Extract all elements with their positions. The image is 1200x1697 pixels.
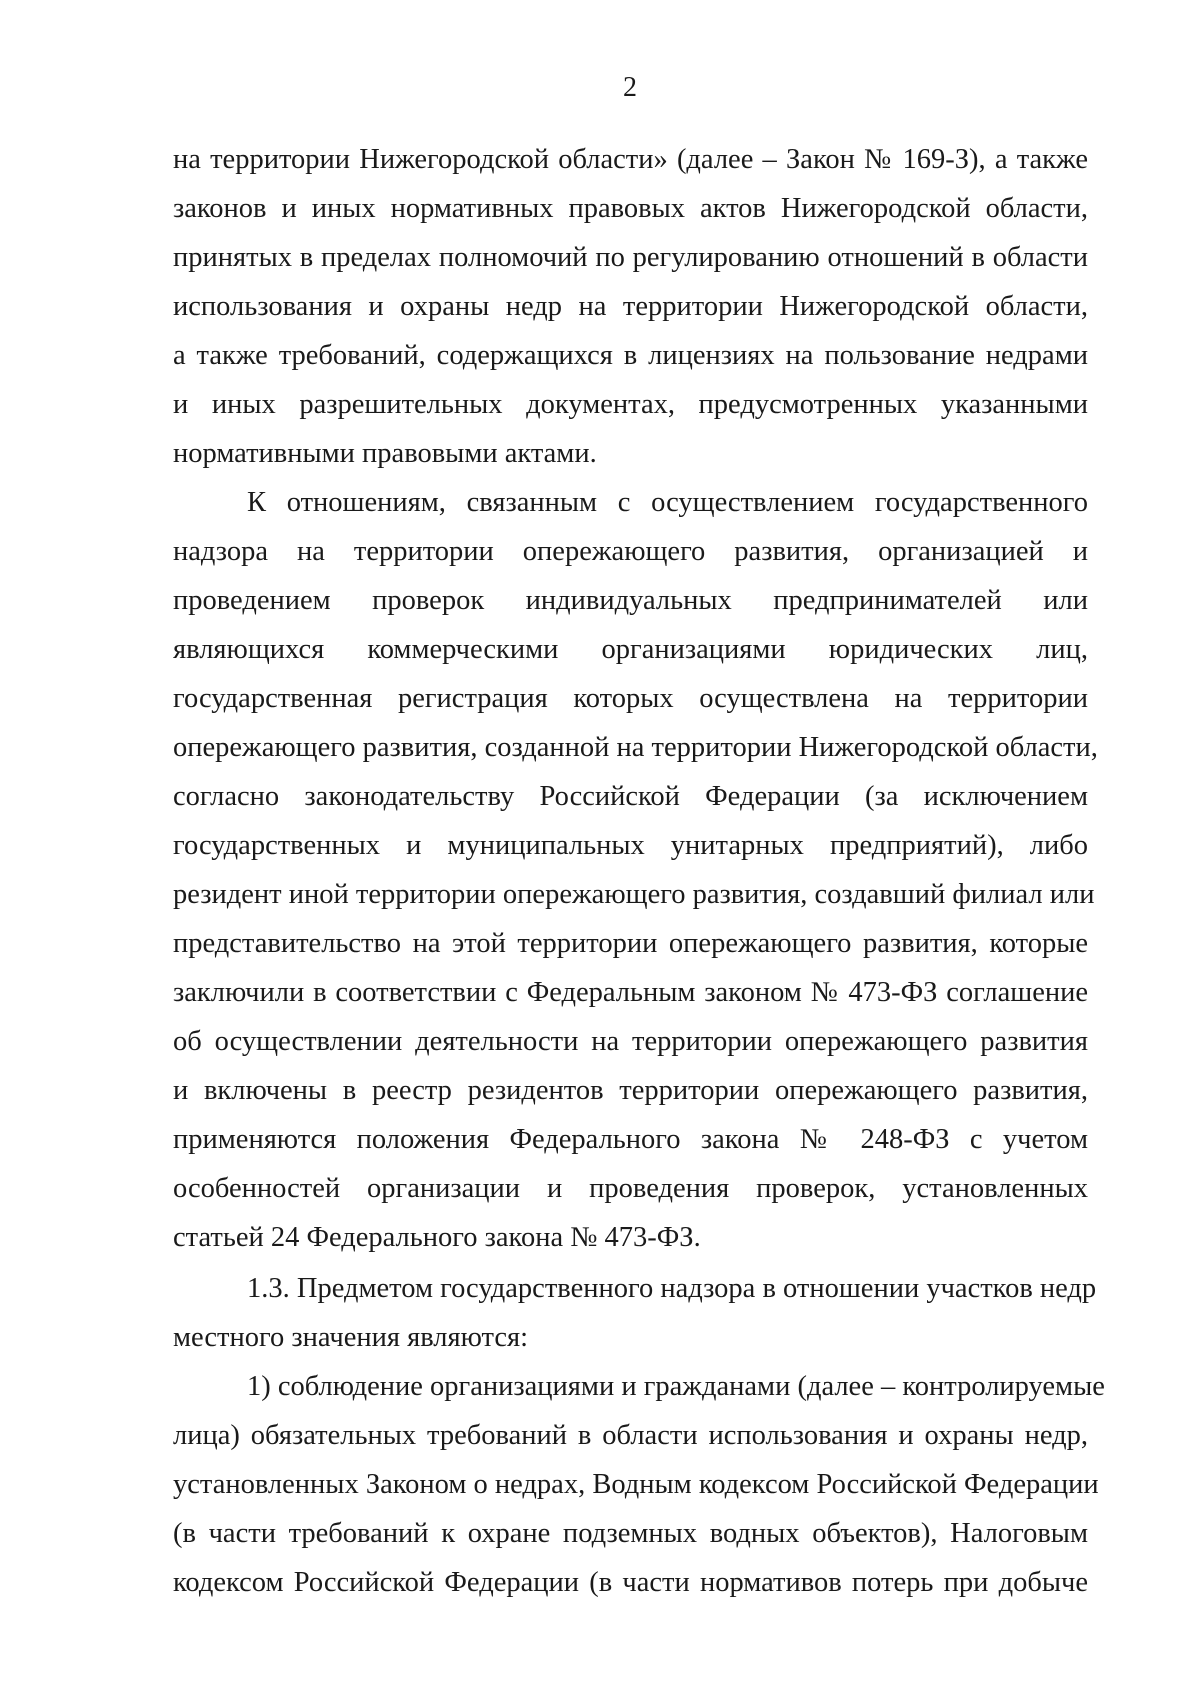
text-line: на территории Нижегородской области» (далее – Закон № 169-З), а также [173,144,1088,175]
text-line: об осуществлении деятельности на территории опережающего развития [173,1026,1088,1057]
text-line: представительство на этой территории опережающего развития, которые [173,928,1088,959]
text-line: государственная регистрация которых осуществлена на территории [173,683,1088,714]
text-line: и иных разрешительных документах, предусмотренных указанными [173,389,1088,420]
text-line: 1.3. Предметом государственного надзора в отношении участков недр [247,1273,1097,1304]
text-line: являющихся коммерческими организациями юридических лиц, [173,634,1088,665]
text-line: особенностей организации и проведения проверок, установленных [173,1173,1088,1204]
text-line: и включены в реестр резидентов территории опережающего развития, [173,1075,1088,1106]
text-line: принятых в пределах полномочий по регулированию отношений в области [173,242,1088,273]
text-line: 1) соблюдение организациями и гражданами (далее – контролируемые [247,1371,1105,1402]
page-number: 2 [623,72,637,103]
paragraph-1-3 [173,1264,1097,1362]
text-line: государственных и муниципальных унитарных предприятий), либо [173,830,1088,861]
text-line: а также требований, содержащихся в лицензиях на пользование недрами [173,340,1088,371]
text-line: надзора на территории опережающего развития, организацией и [173,536,1088,567]
paragraph-tor-relations [173,478,1098,1262]
paragraph-continuation [173,135,1088,478]
text-line: резидент иной территории опережающего развития, создавший филиал или [173,879,1095,910]
text-line: опережающего развития, созданной на территории Нижегородской области, [173,732,1098,763]
text-line: согласно законодательству Российской Федерации (за исключением [173,781,1088,812]
text-line: проведением проверок индивидуальных предпринимателей или [173,585,1088,616]
text-line: (в части требований к охране подземных водных объектов), Налоговым [173,1518,1088,1549]
text-line: статьей 24 Федерального закона № 473-ФЗ. [173,1222,701,1253]
text-line: К отношениям, связанным с осуществлением государственного [247,487,1088,518]
text-line: использования и охраны недр на территории Нижегородской области, [173,291,1088,322]
text-line: местного значения являются: [173,1322,529,1353]
text-line: установленных Законом о недрах, Водным кодексом Российской Федерации [173,1469,1099,1500]
text-line: заключили в соответствии с Федеральным законом № 473-ФЗ соглашение [173,977,1088,1008]
text-line: нормативными правовыми актами. [173,438,597,469]
text-line: законов и иных нормативных правовых актов Нижегородской области, [173,193,1088,224]
text-line: кодексом Российской Федерации (в части нормативов потерь при добыче [173,1567,1088,1598]
text-line: лица) обязательных требований в области использования и охраны недр, [173,1420,1088,1451]
text-line: применяются положения Федерального закона № 248-ФЗ с учетом [173,1124,1088,1155]
paragraph-item-1 [173,1362,1105,1607]
